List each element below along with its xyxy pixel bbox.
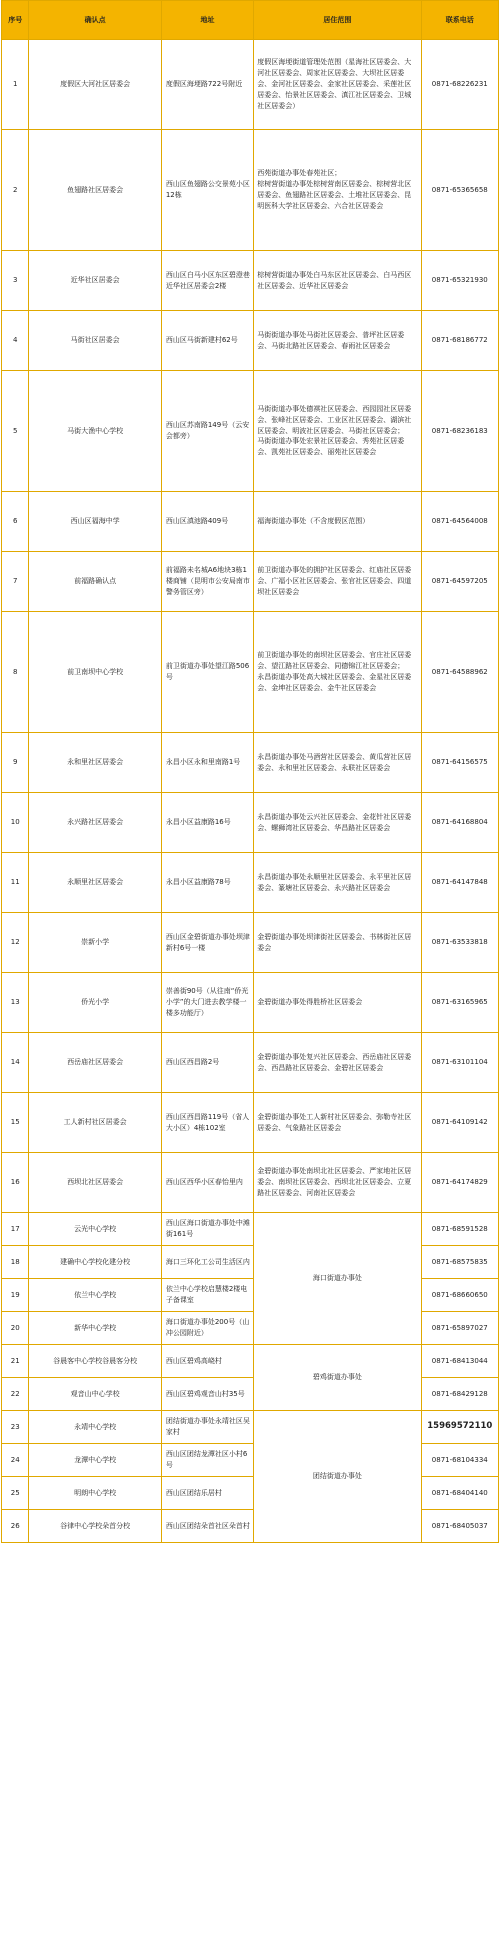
phone: 0871-65365658 [421,130,498,251]
confirmation-point: 观音山中心学校 [29,1378,161,1411]
phone: 0871-64588962 [421,612,498,733]
table-row [2,973,499,1033]
table-row [2,1444,499,1477]
table-row [2,612,499,733]
table-row [2,913,499,973]
confirmation-point: 西岳庙社区居委会 [29,1033,161,1093]
residence-scope: 马街街道办事处德祺社区居委会、西园园社区居委会、张峰社区居委会、工业区社区居委会、湖滨社区居委会、明波社区居委会、马街社区居委会； 马街街道办事处宏景社区居委会、秀苑社区居委会、凯苑社区居委会、丽苑社区居委会 [254,371,421,492]
phone: 0871-64174829 [421,1153,498,1213]
row-index: 17 [2,1213,29,1246]
phone: 0871-64147848 [421,853,498,913]
table-row [2,1312,499,1345]
address: 永昌小区益康路16号 [161,793,253,853]
table-row [2,1345,499,1378]
address: 崇善街90号（从往南“侨光小学”的大门进去教学楼一楼多功能厅） [161,973,253,1033]
address: 西山区团结朵首社区朵首村 [161,1510,253,1543]
phone: 0871-68660650 [421,1279,498,1312]
residence-scope: 金碧街道办事处得胜桥社区居委会 [254,973,421,1033]
confirmation-point: 前福路确认点 [29,552,161,612]
phone: 0871-68591528 [421,1213,498,1246]
row-index: 26 [2,1510,29,1543]
phone: 0871-68226231 [421,40,498,130]
residence-scope: 金碧街道办事处坝津街社区居委会、书林街社区居委会 [254,913,421,973]
confirmation-point: 永兴路社区居委会 [29,793,161,853]
address: 西山区滇池路409号 [161,492,253,552]
address: 西山区西华小区春怡里内 [161,1153,253,1213]
confirmation-point: 西坝北社区居委会 [29,1153,161,1213]
phone: 0871-68186772 [421,311,498,371]
table-row [2,552,499,612]
header-index: 序号 [2,1,29,40]
address: 西山区西昌路2号 [161,1033,253,1093]
confirmation-point: 新华中心学校 [29,1312,161,1345]
phone: 0871-68404140 [421,1477,498,1510]
phone: 0871-68104334 [421,1444,498,1477]
confirmation-point: 谷律中心学校朵首分校 [29,1510,161,1543]
confirmation-point: 工人新村社区居委会 [29,1093,161,1153]
row-index: 11 [2,853,29,913]
table-header-row [2,1,499,40]
residence-scope: 前卫街道办事处的南坝社区居委会、官庄社区居委会、望江路社区居委会、同德锦江社区居委会； 永昌街道办事处高大城社区居委会、金星社区居委会、金坤社区居委会、金牛社区居委会 [254,612,421,733]
confirmation-points-table [1,0,499,1543]
row-index: 2 [2,130,29,251]
residence-scope: 永昌街道办事处永顺里社区居委会、永平里社区居委会、篆塘社区居委会、永兴路社区居委会 [254,853,421,913]
table-row [2,1153,499,1213]
row-index: 7 [2,552,29,612]
residence-scope-merged: 海口街道办事处 [254,1213,421,1345]
table-row [2,793,499,853]
address: 西山区马街新建村62号 [161,311,253,371]
confirmation-point: 前卫南坝中心学校 [29,612,161,733]
row-index: 19 [2,1279,29,1312]
confirmation-point: 龙潭中心学校 [29,1444,161,1477]
confirmation-point: 永靖中心学校 [29,1411,161,1444]
row-index: 22 [2,1378,29,1411]
residence-scope: 棕树营街道办事处白马东区社区居委会、白马西区社区居委会、近华社区居委会 [254,251,421,311]
residence-scope: 金碧街道办事处南坝北社区居委会、严家地社区居委会、南坝社区居委会、西坝北社区居委会、立夏路社区居委会、河南社区居委会 [254,1153,421,1213]
confirmation-point: 谷晨客中心学校谷晨客分校 [29,1345,161,1378]
header-point: 确认点 [29,1,161,40]
table-row [2,1510,499,1543]
table-row [2,1411,499,1444]
phone: 0871-64597205 [421,552,498,612]
address: 依兰中心学校启慧楼2楼电子备课室 [161,1279,253,1312]
address: 西山区鱼翅路公交景苑小区12栋 [161,130,253,251]
row-index: 23 [2,1411,29,1444]
residence-scope: 度假区海埂街道管理处范围（星海社区居委会、大河社区居委会、周家社区居委会、大坝社区居委会、金河社区居委会、金家社区居委会、采莲社区居委会、怡景社区居委会、滇江社区居委会、卫城社区居委会） [254,40,421,130]
residence-scope: 西苑街道办事处春苑社区； 棕树营街道办事处棕树营南区居委会、棕树营北区居委会、鱼翅路社区居委会、土堆社区居委会、昆明医科大学社区居委会、六合社区居委会 [254,130,421,251]
phone: 0871-68405037 [421,1510,498,1543]
row-index: 8 [2,612,29,733]
residence-scope-merged: 团结街道办事处 [254,1411,421,1543]
row-index: 14 [2,1033,29,1093]
address: 永昌小区益康路78号 [161,853,253,913]
residence-scope: 前卫街道办事处的拥护社区居委会、红庙社区居委会、广福小区社区居委会、张官社区居委会、四道坝社区居委会 [254,552,421,612]
address: 西山区团结龙潭社区小村6号 [161,1444,253,1477]
confirmation-point: 云光中心学校 [29,1213,161,1246]
confirmation-point: 近华社区居委会 [29,251,161,311]
address: 海口三环化工公司生活区内 [161,1246,253,1279]
confirmation-point: 马街社区居委会 [29,311,161,371]
table-row [2,1213,499,1246]
residence-scope: 永昌街道办事处马酒营社区居委会、黄瓜营社区居委会、永和里社区居委会、永联社区居委会 [254,733,421,793]
table-row [2,853,499,913]
address: 西山区苏南路149号（云安会都旁） [161,371,253,492]
table-row [2,1477,499,1510]
table-row [2,1279,499,1312]
table-row [2,1246,499,1279]
table-row [2,1033,499,1093]
row-index: 4 [2,311,29,371]
confirmation-point: 永和里社区居委会 [29,733,161,793]
confirmation-point: 崇新小学 [29,913,161,973]
phone: 0871-68413044 [421,1345,498,1378]
address: 西山区团结乐居村 [161,1477,253,1510]
address: 团结街道办事处永靖社区吴家村 [161,1411,253,1444]
address: 永昌小区永和里南路1号 [161,733,253,793]
address: 西山区碧鸡高峣村 [161,1345,253,1378]
row-index: 9 [2,733,29,793]
residence-scope: 福海街道办事处（不含度假区范围） [254,492,421,552]
row-index: 21 [2,1345,29,1378]
header-address: 地址 [161,1,253,40]
row-index: 24 [2,1444,29,1477]
residence-scope: 永昌街道办事处云兴社区居委会、金花针社区居委会、螺狮湾社区居委会、华昌路社区居委会 [254,793,421,853]
address: 西山区碧鸡观音山村35号 [161,1378,253,1411]
phone: 0871-64168804 [421,793,498,853]
table-body [2,40,499,1543]
confirmation-point: 马街大渔中心学校 [29,371,161,492]
row-index: 18 [2,1246,29,1279]
phone: 0871-63533818 [421,913,498,973]
table-row [2,1378,499,1411]
address: 度假区海埂路722号附近 [161,40,253,130]
confirmation-point: 侨光小学 [29,973,161,1033]
phone: 0871-64564008 [421,492,498,552]
table-row [2,1093,499,1153]
row-index: 16 [2,1153,29,1213]
row-index: 12 [2,913,29,973]
residence-scope-merged: 碧鸡街道办事处 [254,1345,421,1411]
header-phone: 联系电话 [421,1,498,40]
phone: 0871-64156575 [421,733,498,793]
table-row [2,492,499,552]
confirmation-point: 永顺里社区居委会 [29,853,161,913]
confirmation-point: 依兰中心学校 [29,1279,161,1312]
address: 西山区西昌路119号（省人大小区）4栋102室 [161,1093,253,1153]
phone: 0871-65321930 [421,251,498,311]
row-index: 5 [2,371,29,492]
phone: 0871-63101104 [421,1033,498,1093]
phone: 0871-68575835 [421,1246,498,1279]
address: 西山区海口街道办事处中滩街161号 [161,1213,253,1246]
phone: 0871-68429128 [421,1378,498,1411]
row-index: 15 [2,1093,29,1153]
address: 西山区白马小区东区碧澄巷近华社区居委会2楼 [161,251,253,311]
row-index: 10 [2,793,29,853]
address: 前卫街道办事处望江路506号 [161,612,253,733]
header-scope: 居住范围 [254,1,421,40]
residence-scope: 金碧街道办事处复兴社区居委会、西岳庙社区居委会、西昌路社区居委会、金碧社区居委会 [254,1033,421,1093]
row-index: 3 [2,251,29,311]
residence-scope: 马街街道办事处马街社区居委会、普坪社区居委会、马街北路社区居委会、春雨社区居委会 [254,311,421,371]
confirmation-point: 建确中心学校化建分校 [29,1246,161,1279]
confirmation-point: 鱼翅路社区居委会 [29,130,161,251]
confirmation-point: 西山区福海中学 [29,492,161,552]
phone: 0871-64109142 [421,1093,498,1153]
row-index: 1 [2,40,29,130]
residence-scope: 金碧街道办事处工人新村社区居委会、弥勒寺社区居委会、气象路社区居委会 [254,1093,421,1153]
table-row [2,311,499,371]
row-index: 6 [2,492,29,552]
address: 海口街道办事处200号（山冲公园附近） [161,1312,253,1345]
address: 西山区金碧街道办事处坝津新村6号一楼 [161,913,253,973]
phone: 0871-63165965 [421,973,498,1033]
table-row [2,40,499,130]
row-index: 20 [2,1312,29,1345]
row-index: 25 [2,1477,29,1510]
address: 前福路未名城A6地块3栋1楼商铺（昆明市公安局南市警务管区旁） [161,552,253,612]
row-index: 13 [2,973,29,1033]
phone: 0871-68236183 [421,371,498,492]
table-row [2,733,499,793]
table-row [2,251,499,311]
phone: 0871-65897027 [421,1312,498,1345]
table-row [2,371,499,492]
confirmation-point: 度假区大河社区居委会 [29,40,161,130]
confirmation-point: 明朗中心学校 [29,1477,161,1510]
phone: 15969572110 [421,1411,498,1444]
table-row [2,130,499,251]
